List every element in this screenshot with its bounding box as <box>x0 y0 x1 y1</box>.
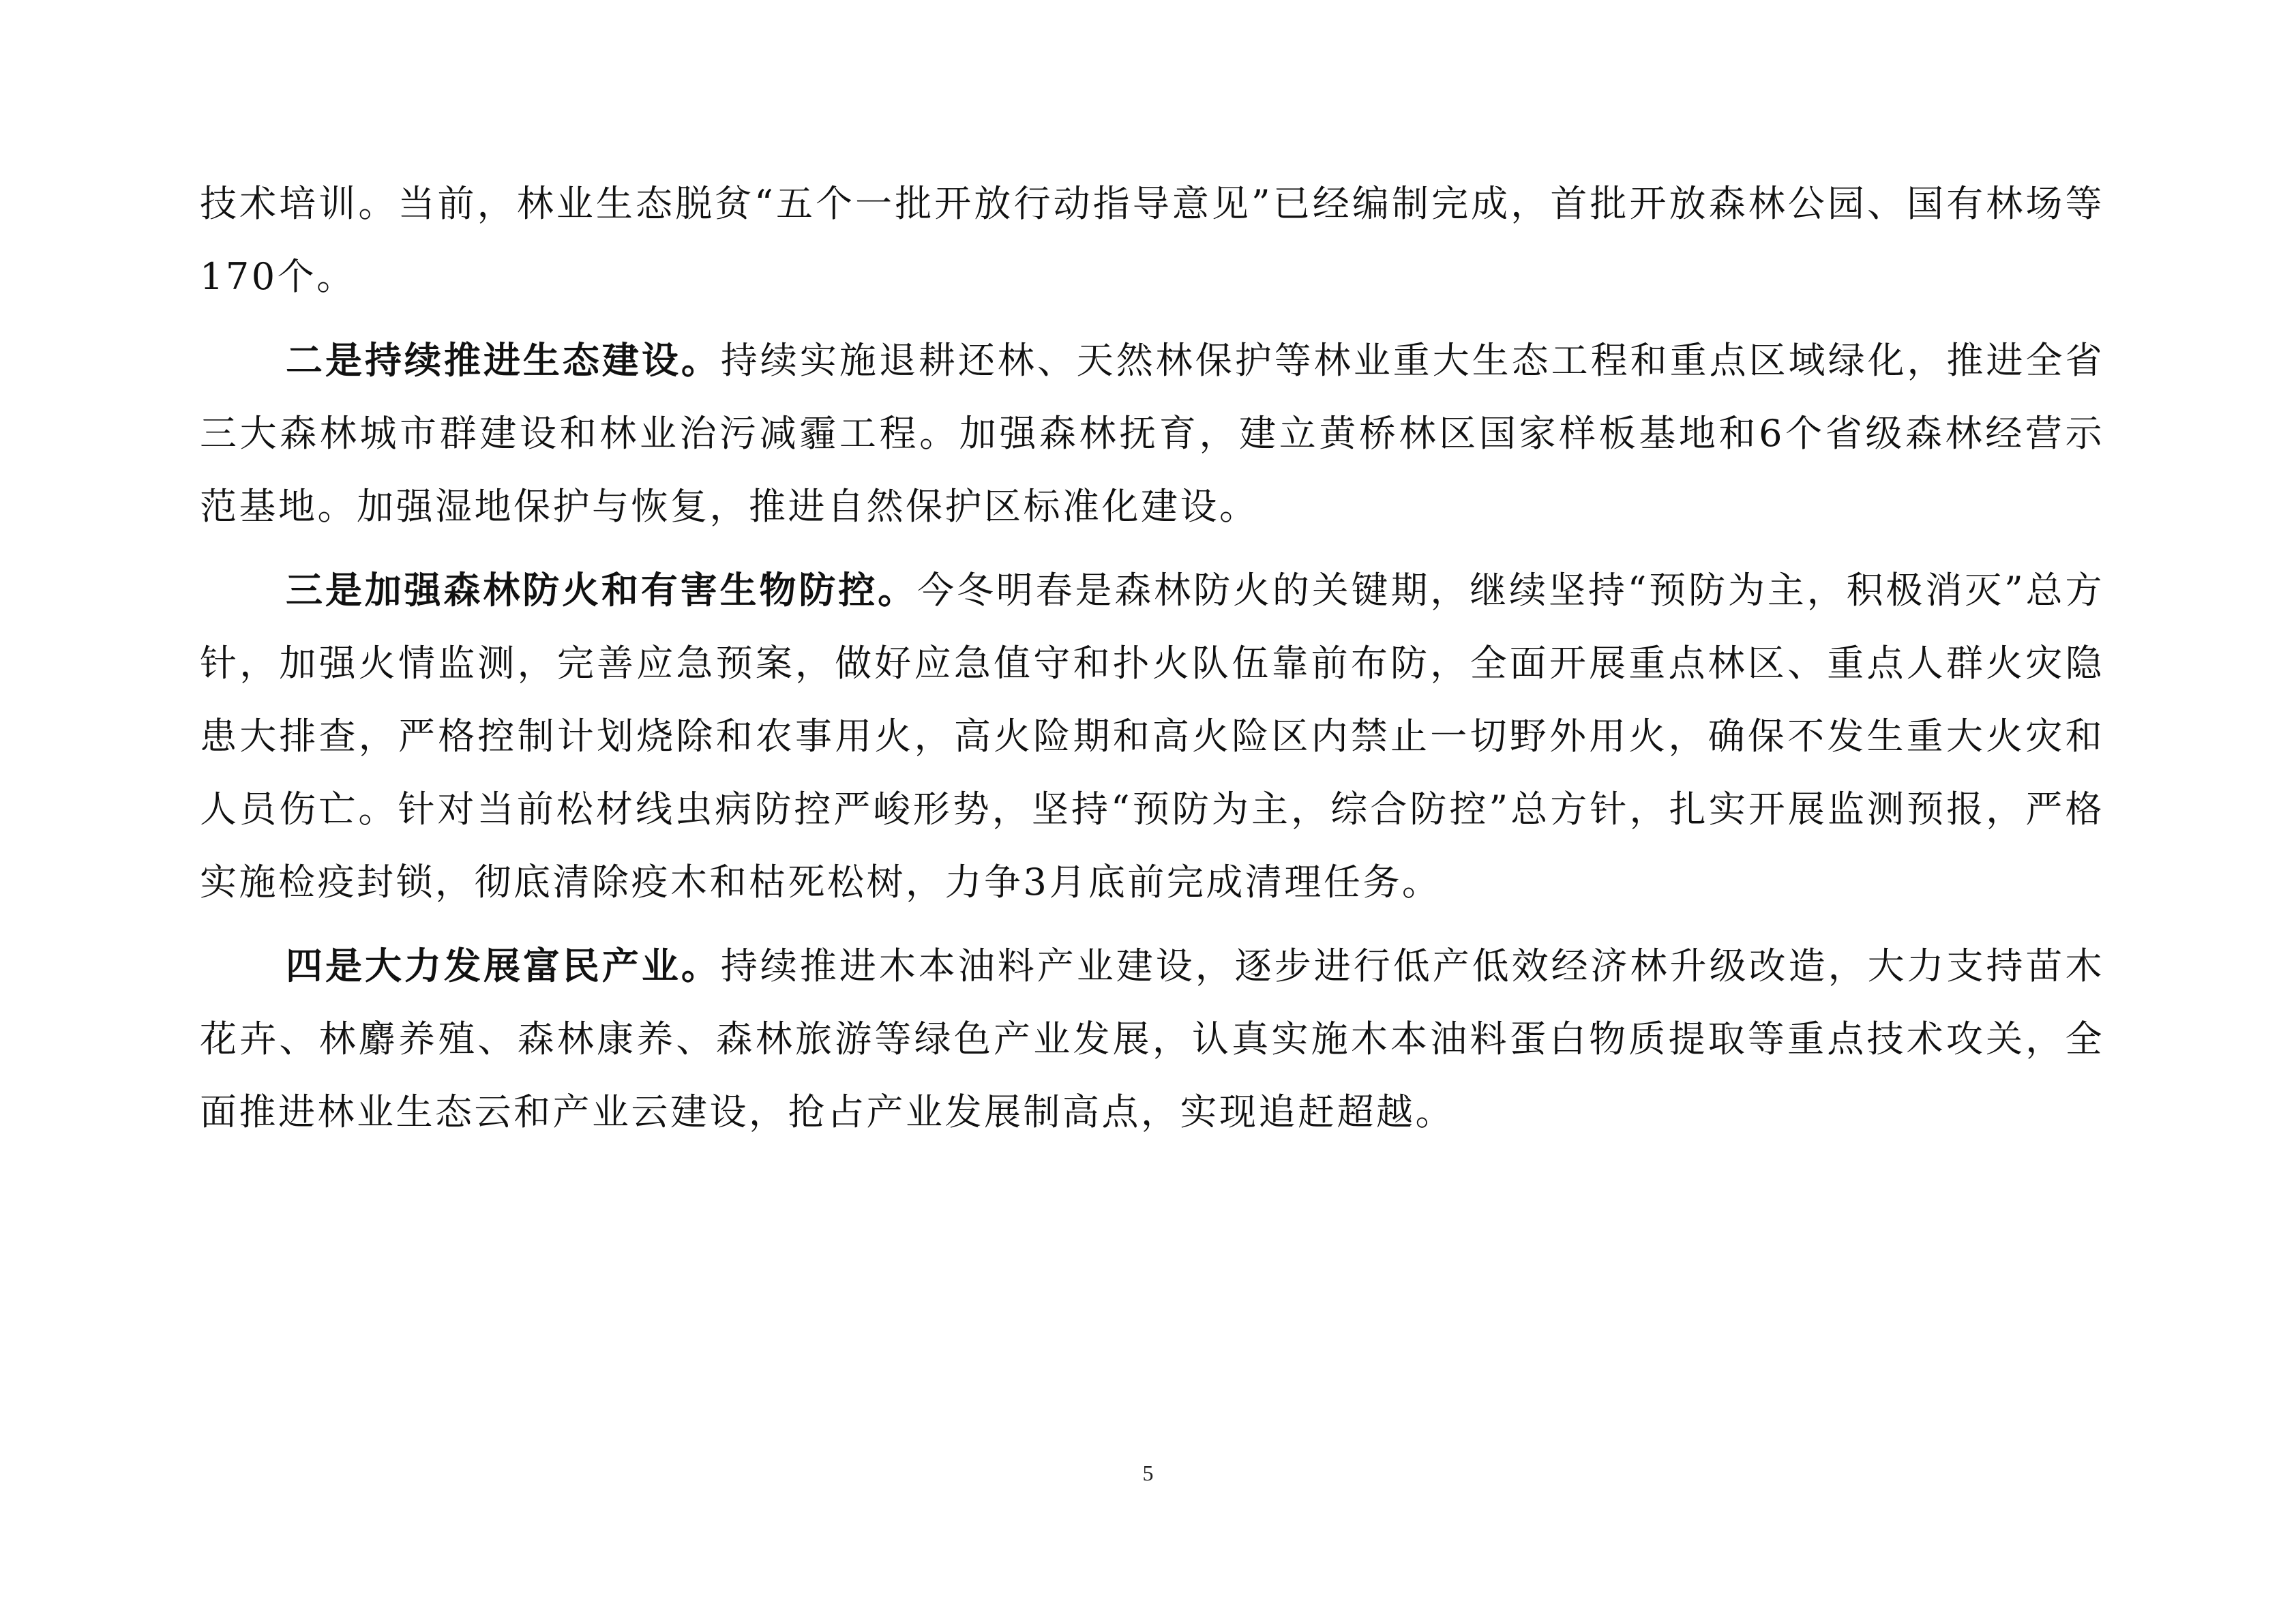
page-number: 5 <box>1142 1461 1154 1485</box>
paragraph-lead: 三是加强森林防火和有害生物防控。 <box>286 568 918 612</box>
paragraph-fire-and-pest-control <box>200 554 2104 919</box>
document-body <box>200 167 2104 1159</box>
paragraph-text: 技术培训。当前，林业生态脱贫“五个一批开放行动指导意见”已经编制完成，首批开放森林公园、国有林场等170个。 <box>200 182 2104 298</box>
paragraph-industry-development <box>200 929 2104 1148</box>
paragraph-lead: 四是大力发展富民产业。 <box>286 944 721 987</box>
paragraph-text: 今冬明春是森林防火的关键期，继续坚持“预防为主，积极消灭”总方针，加强火情监测，完善应急预案，做好应急值守和扑火队伍靠前布防，全面开展重点林区、重点人群火灾隐患大排查，严格控制计划烧除和农事用火，高火险期和高火险区内禁止一切野外用火，确保不发生重大火灾和人员伤亡。针对当前松材线虫病防控严峻形势，坚持“预防为主，综合防控”总方针，扎实开展监测预报，严格实施检疫封锁，彻底清除疫木和枯死松树，力争3月底前完成清理任务。 <box>200 569 2104 904</box>
paragraph-continuation <box>200 167 2104 313</box>
paragraph-ecological-construction <box>200 324 2104 543</box>
paragraph-lead: 二是持续推进生态建设。 <box>286 338 721 382</box>
paragraph-text: 持续实施退耕还林、天然林保护等林业重大生态工程和重点区域绿化，推进全省三大森林城市群建设和林业治污减霾工程。加强森林抚育，建立黄桥林区国家样板基地和6个省级森林经营示范基地。加强湿地保护与恢复，推进自然保护区标准化建设。 <box>200 339 2105 528</box>
paragraph-text: 持续推进木本油料产业建设，逐步进行低产低效经济林升级改造，大力支持苗木花卉、林麝养殖、森林康养、森林旅游等绿色产业发展，认真实施木本油料蛋白物质提取等重点技术攻关，全面推进林业生态云和产业云建设，抢占产业发展制高点，实现追赶超越。 <box>200 944 2105 1133</box>
